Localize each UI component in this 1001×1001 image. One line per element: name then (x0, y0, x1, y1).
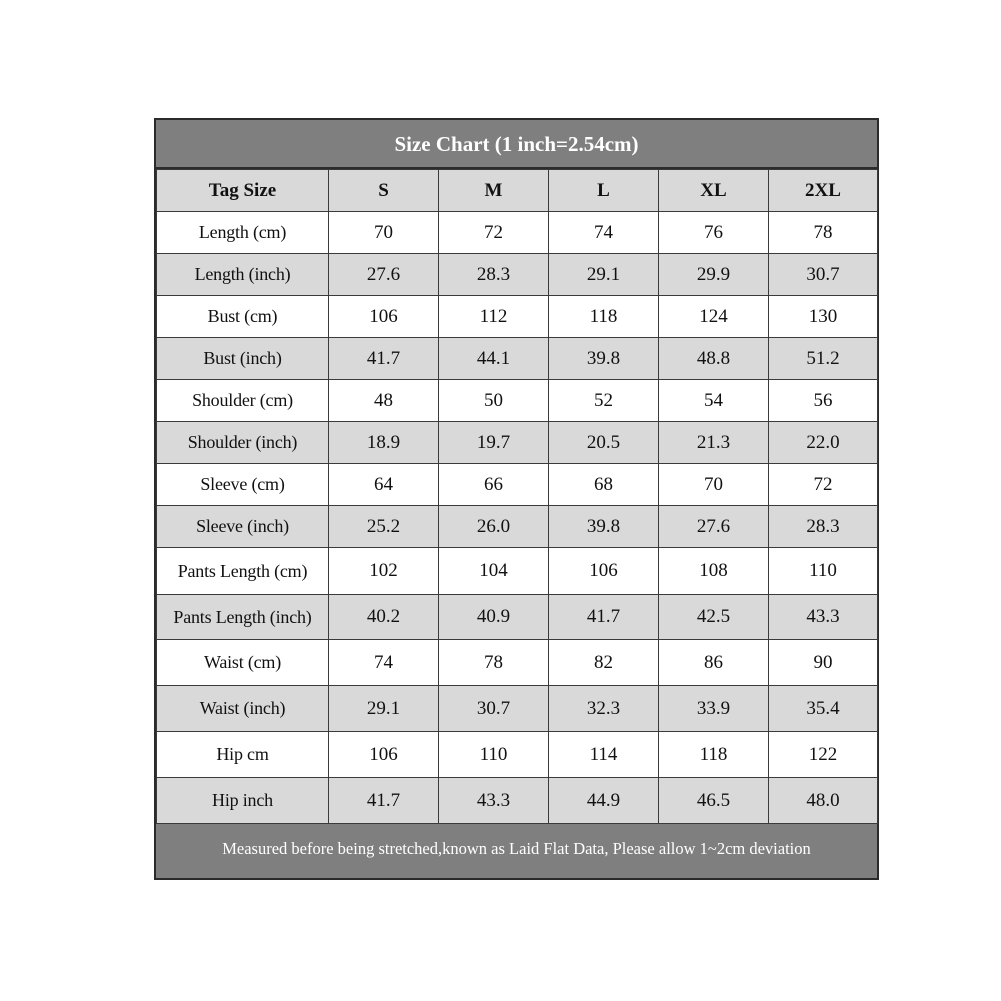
row-label: Length (inch) (157, 254, 329, 296)
table-cell: 66 (439, 464, 549, 506)
table-row (157, 778, 878, 824)
table-cell: 72 (769, 464, 878, 506)
table-cell: 56 (769, 380, 878, 422)
table-cell: 33.9 (659, 686, 769, 732)
row-label: Hip cm (157, 732, 329, 778)
table-row (157, 640, 878, 686)
row-label: Sleeve (inch) (157, 506, 329, 548)
table-cell: 44.1 (439, 338, 549, 380)
table-cell: 54 (659, 380, 769, 422)
table-row (157, 296, 878, 338)
table-row (157, 732, 878, 778)
table-row (157, 464, 878, 506)
table-cell: 41.7 (549, 595, 659, 640)
column-header-l: L (549, 170, 659, 212)
row-label: Pants Length (inch) (157, 595, 329, 640)
table-cell: 48.8 (659, 338, 769, 380)
row-label: Waist (inch) (157, 686, 329, 732)
table-cell: 25.2 (329, 506, 439, 548)
table-cell: 118 (659, 732, 769, 778)
table-cell: 114 (549, 732, 659, 778)
table-row (157, 686, 878, 732)
table-cell: 29.9 (659, 254, 769, 296)
row-label: Waist (cm) (157, 640, 329, 686)
table-cell: 118 (549, 296, 659, 338)
table-cell: 26.0 (439, 506, 549, 548)
table-cell: 70 (329, 212, 439, 254)
table-cell: 130 (769, 296, 878, 338)
table-cell: 42.5 (659, 595, 769, 640)
table-cell: 72 (439, 212, 549, 254)
table-row (157, 338, 878, 380)
table-cell: 20.5 (549, 422, 659, 464)
table-cell: 90 (769, 640, 878, 686)
table-cell: 39.8 (549, 506, 659, 548)
table-row (157, 254, 878, 296)
footnote: Measured before being stretched,known as Laid Flat Data, Please allow 1~2cm deviation (222, 839, 811, 858)
table-row (157, 595, 878, 640)
table-cell: 78 (439, 640, 549, 686)
table-cell: 43.3 (439, 778, 549, 824)
table-cell: 29.1 (329, 686, 439, 732)
table-row (157, 506, 878, 548)
table-row (157, 380, 878, 422)
table-cell: 112 (439, 296, 549, 338)
table-cell: 22.0 (769, 422, 878, 464)
table-cell: 50 (439, 380, 549, 422)
column-header-s: S (329, 170, 439, 212)
table-cell: 108 (659, 548, 769, 595)
table-row (157, 548, 878, 595)
table-cell: 40.2 (329, 595, 439, 640)
table-cell: 40.9 (439, 595, 549, 640)
table-cell: 39.8 (549, 338, 659, 380)
table-cell: 110 (439, 732, 549, 778)
table-cell: 76 (659, 212, 769, 254)
table-cell: 28.3 (439, 254, 549, 296)
table-cell: 106 (329, 296, 439, 338)
table-cell: 102 (329, 548, 439, 595)
row-label: Bust (inch) (157, 338, 329, 380)
row-label: Hip inch (157, 778, 329, 824)
table-cell: 35.4 (769, 686, 878, 732)
table-cell: 74 (329, 640, 439, 686)
table-cell: 30.7 (769, 254, 878, 296)
size-chart (154, 118, 879, 880)
chart-title: Size Chart (1 inch=2.54cm) (156, 120, 877, 169)
table-cell: 44.9 (549, 778, 659, 824)
table-cell: 51.2 (769, 338, 878, 380)
table-row (157, 212, 878, 254)
size-table (156, 169, 878, 824)
table-cell: 19.7 (439, 422, 549, 464)
header-row (157, 170, 878, 212)
table-cell: 70 (659, 464, 769, 506)
table-cell: 21.3 (659, 422, 769, 464)
row-label: Pants Length (cm) (157, 548, 329, 595)
table-row (157, 422, 878, 464)
table-cell: 82 (549, 640, 659, 686)
table-cell: 122 (769, 732, 878, 778)
table-cell: 30.7 (439, 686, 549, 732)
table-cell: 68 (549, 464, 659, 506)
table-cell: 18.9 (329, 422, 439, 464)
table-cell: 27.6 (329, 254, 439, 296)
table-cell: 86 (659, 640, 769, 686)
table-cell: 104 (439, 548, 549, 595)
table-cell: 27.6 (659, 506, 769, 548)
table-cell: 64 (329, 464, 439, 506)
table-cell: 78 (769, 212, 878, 254)
table-cell: 124 (659, 296, 769, 338)
column-header-xl: XL (659, 170, 769, 212)
table-cell: 74 (549, 212, 659, 254)
row-label: Sleeve (cm) (157, 464, 329, 506)
table-cell: 41.7 (329, 778, 439, 824)
table-cell: 52 (549, 380, 659, 422)
column-header-m: M (439, 170, 549, 212)
table-cell: 110 (769, 548, 878, 595)
table-cell: 48.0 (769, 778, 878, 824)
table-cell: 48 (329, 380, 439, 422)
table-cell: 46.5 (659, 778, 769, 824)
table-cell: 41.7 (329, 338, 439, 380)
row-label: Shoulder (cm) (157, 380, 329, 422)
table-cell: 32.3 (549, 686, 659, 732)
row-label: Length (cm) (157, 212, 329, 254)
table-cell: 28.3 (769, 506, 878, 548)
row-label: Shoulder (inch) (157, 422, 329, 464)
column-header-2xl: 2XL (769, 170, 878, 212)
table-cell: 43.3 (769, 595, 878, 640)
column-header-tag-size: Tag Size (157, 170, 329, 212)
row-label: Bust (cm) (157, 296, 329, 338)
table-cell: 29.1 (549, 254, 659, 296)
table-cell: 106 (549, 548, 659, 595)
table-cell: 106 (329, 732, 439, 778)
